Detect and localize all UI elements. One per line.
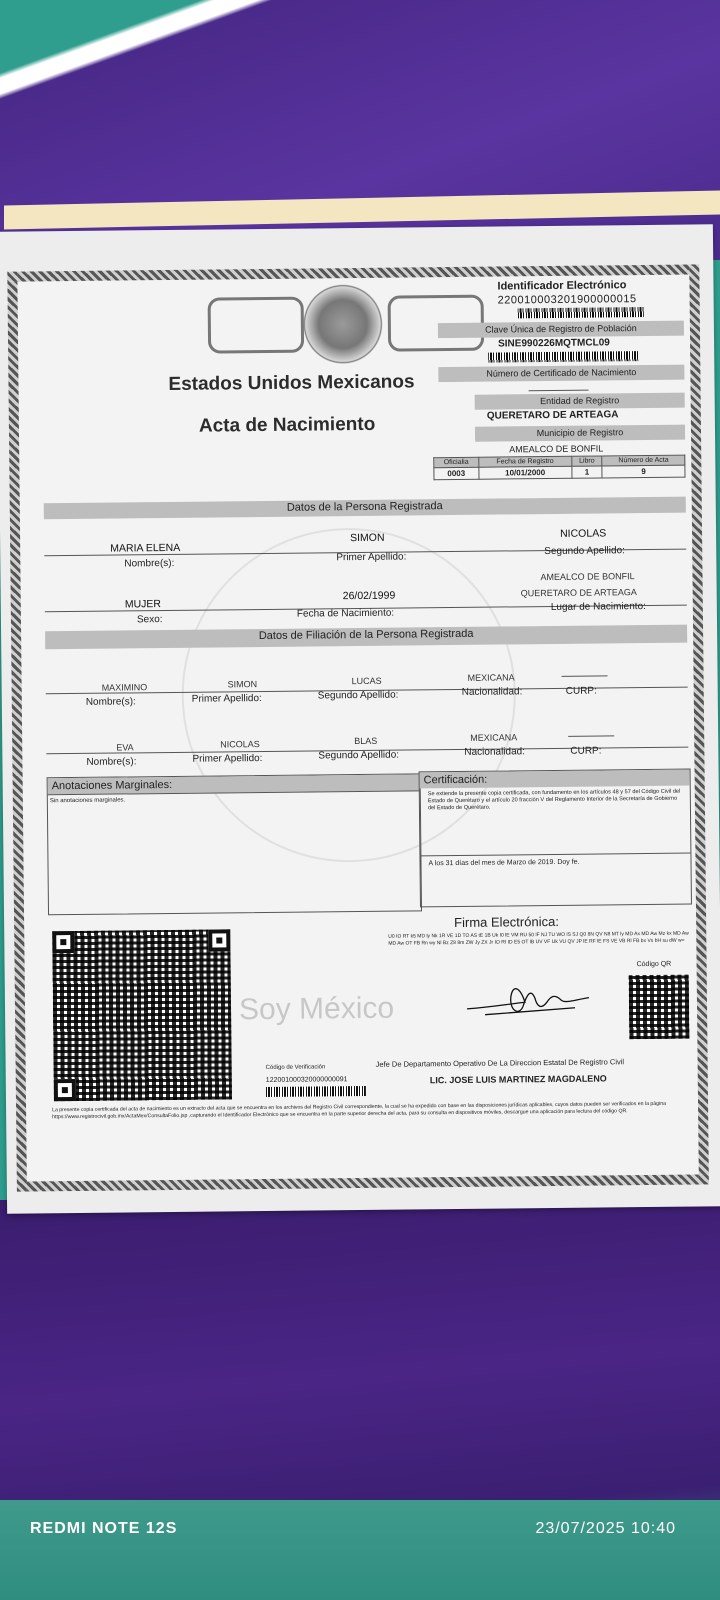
lbl-padre-primer: Primer Apellido:: [191, 693, 262, 705]
reg-lugar-2: QUERETARO DE ARTEAGA: [520, 587, 637, 599]
section-registrada: Datos de la Persona Registrada: [44, 497, 686, 520]
camera-watermark: REDMI NOTE 12S: [30, 1520, 178, 1537]
certificacion-text: Se extiende la presente copia certificada, con fundamento en los artículos 48 y 57 del Código Civil del Estado de Querétaro y el artículo 20 fracción V del Reglamento Interior de la Secretaría de Gobierno del Estado de Querétaro.: [427, 788, 681, 812]
padre-nacionalidad: MEXICANA: [467, 672, 515, 683]
lbl-reg-nombres: Nombre(s):: [124, 557, 175, 570]
reg-segundo-apellido: NICOLAS: [560, 527, 607, 540]
madre-primer: NICOLAS: [220, 739, 260, 750]
firma-title: Firma Electrónica:: [454, 913, 559, 931]
lbl-reg-fecha: Fecha de Nacimiento:: [296, 607, 395, 620]
country-title: Estados Unidos Mexicanos: [168, 371, 415, 395]
val-fecha-registro: 10/01/2000: [479, 466, 572, 479]
anotaciones-box: [47, 773, 422, 915]
municipio-label: Municipio de Registro: [475, 425, 685, 442]
verif-barcode: [266, 1086, 366, 1097]
madre-nacionalidad: MEXICANA: [470, 732, 518, 743]
firma-hash: U0 IO RT k5 MD ly Nk 1R VE 1D TO AS tE 1B Uk I0 lE VM RU 50 lF NJ TU WO lS SJ Q0 8N QV N8 MT ly MD Ax MD Aw Mz kx MD Aw MD Aw OT FB Rn wy Nl Bz Z8 8m ZW Jy ZX Jr IO RI ID E5 OT lB UV VF Uk VU QV JP lE RF lE FS VE VB Rl FB bx Vs bH su dW w=: [388, 930, 689, 947]
hdr-fecha-registro: Fecha de Registro: [478, 456, 571, 467]
qr-finder-icon: [54, 1079, 76, 1101]
hdr-oficialia: Oficialia: [434, 457, 479, 467]
lbl-reg-sexo: Sexo:: [136, 614, 163, 626]
curp-value: SINE990226MQTMCL09: [498, 337, 610, 350]
signature-icon: [465, 976, 596, 1027]
curp-label: Clave Única de Registro de Población: [438, 321, 684, 339]
lbl-reg-lugar: Lugar de Nacimiento:: [550, 601, 646, 613]
certificacion-date: A los 31 días del mes de Marzo de 2019. Doy fe.: [428, 858, 580, 868]
photo-footer: [0, 1500, 720, 1600]
lbl-madre-nac: Nacionalidad:: [464, 746, 526, 758]
reg-primer-apellido: SIMON: [350, 531, 385, 545]
lbl-padre-nombres: Nombre(s):: [85, 696, 136, 708]
hdr-numero-acta: Número de Acta: [602, 455, 685, 466]
lbl-reg-segundo: Segundo Apellido:: [544, 545, 625, 558]
municipio-value: AMEALCO DE BONFIL: [509, 443, 604, 455]
val-numero-acta: 9: [602, 465, 685, 478]
val-libro: 1: [572, 466, 603, 478]
qr-finder-icon: [208, 929, 230, 951]
lbl-madre-curp: CURP:: [570, 745, 602, 757]
datetime-watermark: 23/07/2025 10:40: [535, 1520, 676, 1537]
id-value: 220010003201900000015: [497, 293, 637, 307]
reg-lugar-1: AMEALCO DE BONFIL: [540, 571, 635, 583]
cert-number-label: Número de Certificado de Nacimiento: [438, 365, 684, 383]
padre-segundo: LUCAS: [351, 675, 382, 687]
ornament-left: [208, 297, 305, 354]
qr-finder-icon: [52, 931, 74, 953]
entidad-value: QUERETARO DE ARTEAGA: [486, 409, 619, 422]
certificate-border: [7, 264, 709, 1191]
lbl-padre-nac: Nacionalidad:: [461, 686, 523, 698]
registry-table: [433, 455, 685, 481]
birth-certificate-paper: [0, 224, 720, 1213]
cert-number-line: [529, 390, 589, 392]
national-seal-icon: [297, 284, 388, 365]
id-label: Identificador Electrónico: [497, 279, 627, 293]
verif-value: 122001000320000000091: [265, 1076, 348, 1085]
soy-mexico-watermark: Soy México: [238, 991, 395, 1027]
hdr-libro: Libro: [571, 456, 602, 466]
lbl-madre-primer: Primer Apellido:: [192, 753, 263, 765]
qr-code-small: [629, 975, 690, 1040]
reg-fecha-nacimiento: 26/02/1999: [342, 589, 396, 603]
madre-nombres: EVA: [116, 742, 134, 753]
legal-footer: La presente copia certificada del acta de nacimiento es un extracto del acta que se encuentra en los archivos del Registro Civil correspondiente, la cual se ha expedido con base en las disposiciones jurídicas aplicables, cuyos datos pueden ser verificados en la página https://www.registrocivil.gob.mx/ActaMex/ConsultaFolio.jsp ,capturando el Identificador Electrónico que se encuentra en la parte superior derecha del acta, para su consulta en dispositivos móviles, descargue una aplicación para lectura del código QR.: [52, 1100, 667, 1121]
reg-sexo: MUJER: [124, 598, 162, 611]
anotaciones-title: Anotaciones Marginales:: [48, 774, 420, 794]
curp-barcode: [488, 351, 638, 363]
qr-label: Código QR: [636, 960, 672, 969]
section-filiacion: Datos de Filiación de la Persona Registrada: [45, 625, 687, 650]
padre-curp-line: [562, 675, 608, 676]
lbl-padre-segundo: Segundo Apellido:: [317, 689, 399, 702]
document-title: Acta de Nacimiento: [198, 413, 376, 437]
lic-name: LIC. JOSE LUIS MARTINEZ MAGDALENO: [429, 1073, 607, 1086]
verif-label: Código de Verificación: [265, 1064, 326, 1072]
madre-curp-line: [568, 735, 614, 736]
lbl-madre-segundo: Segundo Apellido:: [318, 749, 400, 762]
val-oficialia: 0003: [434, 467, 479, 479]
lbl-madre-nombres: Nombre(s):: [86, 756, 137, 768]
lbl-reg-primer: Primer Apellido:: [336, 551, 407, 564]
certificacion-title: Certificación:: [420, 770, 690, 789]
lbl-padre-curp: CURP:: [565, 685, 597, 697]
padre-primer: SIMON: [227, 679, 258, 690]
madre-segundo: BLAS: [354, 735, 378, 747]
qr-code-large: [52, 929, 232, 1101]
padre-nombres: MAXIMINO: [101, 682, 148, 693]
jefe-title: Jefe De Departamento Operativo De La Direccion Estatal De Registro Civil: [375, 1057, 625, 1069]
id-barcode: [518, 307, 644, 318]
certificacion-box: [419, 769, 692, 908]
entidad-label: Entidad de Registro: [475, 393, 685, 410]
anotaciones-text: Sin anotaciones marginales.: [49, 797, 126, 805]
reg-nombres: MARIA ELENA: [110, 541, 181, 555]
